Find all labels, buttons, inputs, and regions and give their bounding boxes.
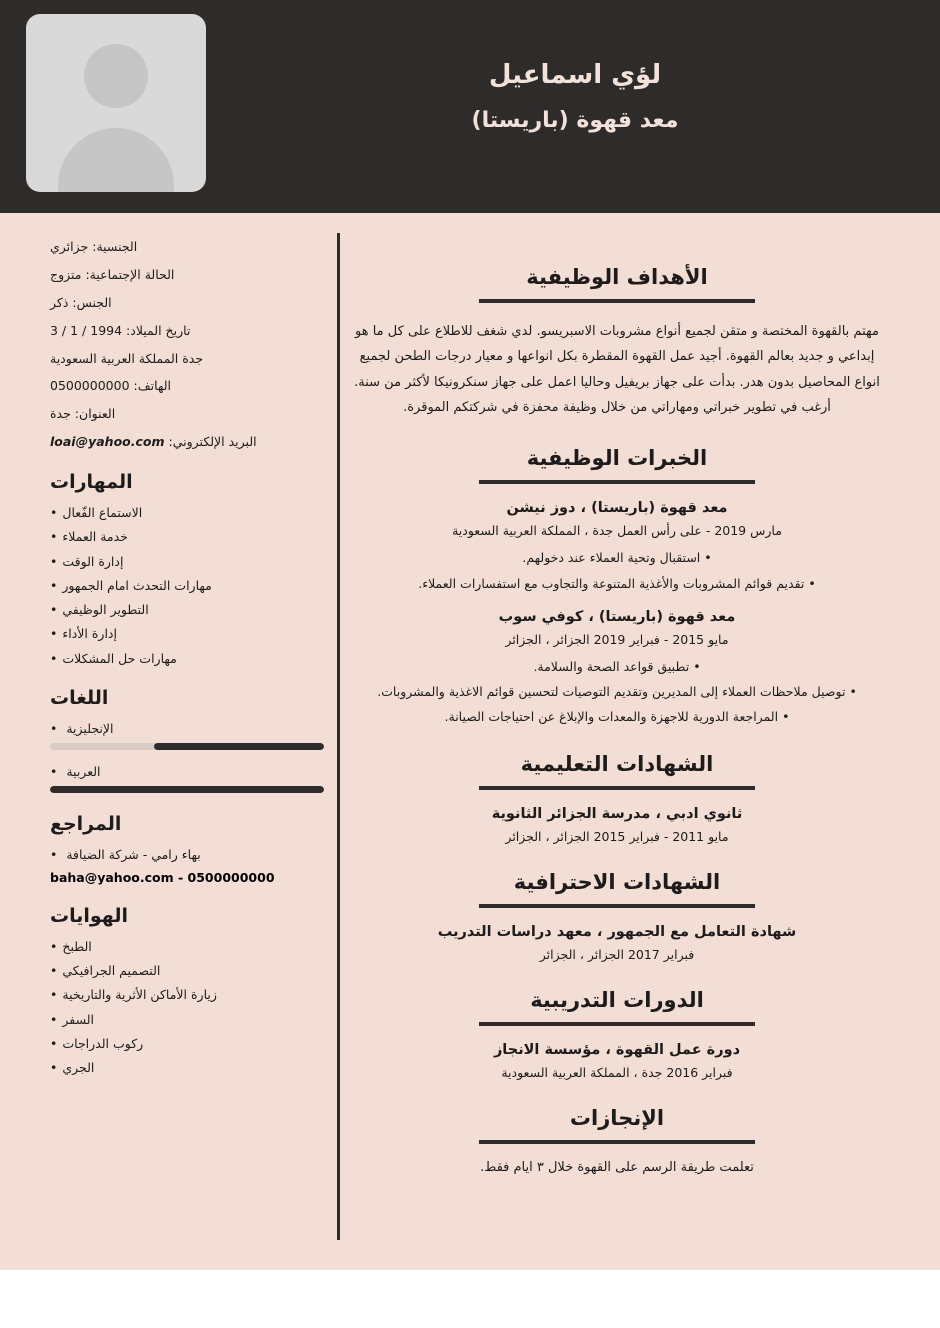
section-rule-experience xyxy=(479,480,755,484)
list-item xyxy=(50,939,324,955)
email-line xyxy=(50,434,324,451)
list-item xyxy=(50,1036,324,1052)
bullet-icon: • xyxy=(50,1035,58,1051)
reference-contact[interactable]: baha@yahoo.com - 0500000000 xyxy=(50,869,275,885)
list-item-label: زيارة الأماكن الأثرية والتاريخية xyxy=(62,987,217,1003)
language-label: الإنجليزية xyxy=(66,720,114,736)
list-item-label: التطوير الوظيفي xyxy=(62,602,149,617)
education-entry xyxy=(340,806,894,844)
objectives-text: مهتم بالقهوة المختصة و متقن لجميع أنواع مشروبات الاسبريسو. لدي شغف للاطلاع على كل ما هو إبداعي و جديد بعالم القهوة. أجيد عمل القهوة المقطرة بكل انواعها و معيار درجات الطحن لجميع انواع المحاصيل بدون هدر. بدأت على جهاز بريفيل وحاليا اعمل على جهاز سنكرونيكا لأكثر من سنة. أرغب في تطوير خبراتي ومهاراتي من خلال وظيفة محفزة في شركتكم الموقرة. xyxy=(354,324,880,416)
experience-entry xyxy=(340,500,894,592)
bullet-icon: • xyxy=(50,846,58,862)
reference-name xyxy=(50,847,324,862)
bullet-icon: • xyxy=(50,1011,58,1027)
list-item-label: الجري xyxy=(62,1060,95,1075)
list-item xyxy=(50,578,324,594)
personal-info-line: جدة المملكة العربية السعودية xyxy=(50,350,204,366)
list-item xyxy=(340,683,894,701)
experience-title: معد قهوة (باريستا) ، دوز نيشن xyxy=(506,500,728,517)
list-item xyxy=(50,1060,324,1076)
list-item-label: استقبال وتحية العملاء عند دخولهم. xyxy=(522,550,701,566)
experience-bullets xyxy=(340,549,894,592)
list-item-label: إدارة الأداء xyxy=(62,626,117,642)
email-value[interactable]: loai@yahoo.com xyxy=(50,434,165,450)
bullet-icon: • xyxy=(50,720,58,736)
header-text-block xyxy=(210,60,940,133)
list-item-label: خدمة العملاء xyxy=(62,529,128,545)
resume-header xyxy=(0,0,940,213)
bullet-icon: • xyxy=(704,550,712,566)
candidate-name: لؤي اسماعيل xyxy=(488,60,662,90)
main-column xyxy=(332,239,910,1270)
section-rule-achievements xyxy=(479,1140,755,1144)
list-item xyxy=(340,708,894,726)
personal-info-line: الهاتف: 0500000000 xyxy=(50,378,171,394)
section-rule-education xyxy=(479,786,755,790)
avatar-head-shape xyxy=(84,44,148,108)
list-item-label: ركوب الدراجات xyxy=(62,1035,144,1051)
avatar-body-shape xyxy=(58,128,174,192)
list-item-label: مهارات حل المشكلات xyxy=(62,650,177,666)
section-title-education: الشهادات التعليمية xyxy=(520,752,714,776)
section-title-objectives: الأهداف الوظيفية xyxy=(526,265,708,289)
list-item-label: تطبيق قواعد الصحة والسلامة. xyxy=(533,658,690,674)
experience-bullets xyxy=(340,658,894,726)
bullet-icon: • xyxy=(50,626,58,642)
list-item-label: المراجعة الدورية للاجهزة والمعدات والإبلاغ عن احتياجات الصيانة. xyxy=(444,708,779,724)
bullet-icon: • xyxy=(50,553,58,569)
list-item xyxy=(50,505,324,521)
bullet-icon: • xyxy=(50,763,58,779)
skills-list xyxy=(50,505,324,667)
list-item-label: توصيل ملاحظات العملاء إلى المديرين وتقديم التوصيات لتحسين قوائم الاغذية والمشروبات. xyxy=(377,683,846,699)
education-meta: مايو 2011 - فبراير 2015 الجزائر ، الجزائر xyxy=(505,829,729,844)
list-item-label: الاستماع الفّعال xyxy=(62,505,143,520)
language-label: العربية xyxy=(66,763,101,779)
section-title-skills: المهارات xyxy=(50,471,133,493)
bullet-icon: • xyxy=(693,658,701,674)
experience-meta: مايو 2015 - فبراير 2019 الجزائر ، الجزائر xyxy=(505,631,729,647)
list-item xyxy=(50,529,324,545)
resume-body xyxy=(0,213,940,1270)
list-item-label: تقديم قوائم المشروبات والأغذية المتنوعة والتجاوب مع استفسارات العملاء. xyxy=(418,575,805,591)
certificate-meta: فبراير 2017 الجزائر ، الجزائر xyxy=(539,947,695,962)
course-entry xyxy=(340,1042,894,1080)
language-level-fill xyxy=(154,743,324,750)
course-meta: فبراير 2016 جدة ، المملكة العربية السعودية xyxy=(501,1065,733,1080)
bullet-icon: • xyxy=(849,683,857,699)
list-item-label: السفر xyxy=(62,1011,95,1027)
personal-info-line: الحالة الإجتماعية: متزوج xyxy=(50,266,175,282)
page-footer xyxy=(0,1270,940,1328)
section-rule-courses xyxy=(479,1022,755,1026)
column-divider xyxy=(337,233,340,1240)
language-level-bar xyxy=(50,743,324,750)
experience-entry xyxy=(340,609,894,726)
list-item xyxy=(50,602,324,618)
bullet-icon: • xyxy=(50,529,58,545)
personal-info-line: الجنسية: جزائري xyxy=(50,239,138,254)
list-item-label: التصميم الجرافيكي xyxy=(62,963,161,978)
avatar xyxy=(26,14,206,192)
list-item xyxy=(50,963,324,979)
language-item xyxy=(50,764,324,779)
list-item xyxy=(50,626,324,642)
section-rule-objectives xyxy=(479,299,755,303)
achievements-text: تعلمت طريقة الرسم على القهوة خلال ٣ ايام فقط. xyxy=(480,1160,754,1175)
email-label: البريد الإلكتروني: xyxy=(168,434,257,450)
list-item xyxy=(340,658,894,676)
language-level-fill xyxy=(50,786,324,793)
list-item xyxy=(50,554,324,570)
section-title-certificates: الشهادات الاحترافية xyxy=(513,870,721,894)
section-title-achievements: الإنجازات xyxy=(569,1106,665,1130)
list-item-label: إدارة الوقت xyxy=(62,553,124,569)
section-title-courses: الدورات التدريبية xyxy=(530,988,704,1012)
section-rule-certificates xyxy=(479,904,755,908)
candidate-job-title: معد قهوة (باريستا) xyxy=(471,108,679,133)
list-item xyxy=(340,549,894,567)
list-item xyxy=(50,987,324,1003)
language-level-bar xyxy=(50,786,324,793)
experience-title: معد قهوة (باريستا) ، كوفي سوب xyxy=(498,608,736,625)
bullet-icon: • xyxy=(50,987,58,1003)
list-item-label: مهارات التحدث امام الجمهور xyxy=(62,577,212,593)
bullet-icon: • xyxy=(50,938,58,954)
certificate-entry xyxy=(340,924,894,962)
bullet-icon: • xyxy=(50,1060,58,1075)
bullet-icon: • xyxy=(50,505,58,520)
section-title-hobbies: الهوايات xyxy=(50,904,128,927)
section-title-languages: اللغات xyxy=(50,686,109,709)
section-title-references: المراجع xyxy=(50,812,122,835)
personal-info-line: تاريخ الميلاد: 1994 / 1 / 3 xyxy=(50,322,191,338)
experience-meta: مارس 2019 - على رأس العمل جدة ، المملكة العربية السعودية xyxy=(452,523,782,539)
personal-info-line: العنوان: جدة xyxy=(50,406,116,422)
bullet-icon: • xyxy=(50,577,58,593)
language-item xyxy=(50,721,324,736)
education-title: ثانوي ادبي ، مدرسة الجزائر الثانوية xyxy=(491,806,743,822)
bullet-icon: • xyxy=(808,575,816,591)
list-item-label: الطبخ xyxy=(62,938,92,954)
bullet-icon: • xyxy=(50,963,58,978)
side-column xyxy=(40,239,332,1270)
list-item xyxy=(50,1012,324,1028)
bullet-icon: • xyxy=(782,708,790,724)
personal-info-line: الجنس: ذكر xyxy=(50,294,112,310)
certificate-title: شهادة التعامل مع الجمهور ، معهد دراسات التدريب xyxy=(437,924,797,940)
reference-name-label: بهاء رامي - شركة الضيافة xyxy=(66,846,201,862)
bullet-icon: • xyxy=(50,650,58,666)
bullet-icon: • xyxy=(50,602,58,617)
section-title-experience: الخبرات الوظيفية xyxy=(526,446,708,471)
list-item xyxy=(340,575,894,593)
course-title: دورة عمل القهوة ، مؤسسة الانجاز xyxy=(493,1042,741,1058)
list-item xyxy=(50,651,324,667)
hobbies-list xyxy=(50,939,324,1077)
